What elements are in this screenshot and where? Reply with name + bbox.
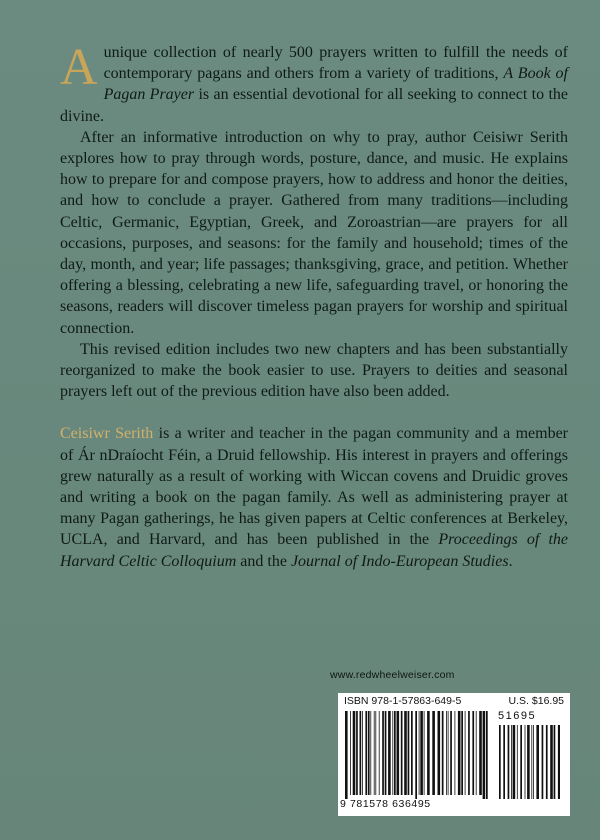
- ean-digits: 9 781578 636495: [340, 798, 431, 810]
- book-description: [60, 39, 568, 572]
- addon-number: 51695: [498, 710, 537, 722]
- description-paragraph-2: After an informative introduction on why to pray, author Ceisiwr Serith explores how to pray through words, posture, dance, and music. He explains how to prepare for and compose prayers, how to address and honor the deities, and how to conclude a prayer. Gathered from many traditions—including Celtic, Germanic, Egyptian, Greek, and Zoroastrian—are prayers for all occasions, purposes, and seasons: for the family and household; times of the day, month, and year; life passages; thanksgiving, grace, and petition. Whether offering a blessing, celebrating a new life, safeguarding travel, or honoring the seasons, readers will discover timeless pagan prayers for worship and spiritual connection.: [60, 128, 568, 337]
- barcode-panel: [338, 693, 570, 816]
- description-paragraph-3: This revised edition includes two new chapters and has been substantially reorganized to make the book easier to use. Prayers to deities and seasonal prayers left out of the previous edition have also been added.: [60, 340, 568, 401]
- ean-barcode: [344, 711, 488, 799]
- price: U.S. $16.95: [508, 695, 564, 707]
- isbn-row: [344, 695, 564, 707]
- drop-cap: A: [60, 39, 98, 96]
- isbn-number: ISBN 978-1-57863-649-5: [344, 695, 462, 707]
- book-title: A Book of Pagan Prayer: [103, 65, 568, 104]
- journal-title-1: Proceedings of the Harvard Celtic Colloquium: [60, 531, 568, 570]
- author-bio: Ceisiwr Serith is a writer and teacher in the pagan community and a member of Ár nDraíocht Féin, a Druid fellowship. His interest in prayers and offerings grew naturally as a result of working with Wiccan covens and Druidic groves and writing a book on the pagan family. As well as administering prayer at many Pagan gatherings, he has given papers at Celtic conferences at Berkeley, UCLA, and Harvard, and has been published in the Proceedings of the Harvard Celtic Colloquium and the Journal of Indo-European Studies.: [60, 425, 568, 570]
- journal-title-2: Journal of Indo-European Studies: [290, 552, 509, 570]
- addon-barcode: [498, 725, 560, 799]
- description-paragraph-1: Aunique collection of nearly 500 prayers written to fulfill the needs of contemporary pagans and others from a variety of traditions, A Book of Pagan Prayer is an essential devotional for all seeking to connect to the divine.: [60, 39, 568, 125]
- author-name: Ceisiwr Serith: [60, 425, 154, 443]
- publisher-website: www.redwheelweiser.com: [330, 669, 455, 681]
